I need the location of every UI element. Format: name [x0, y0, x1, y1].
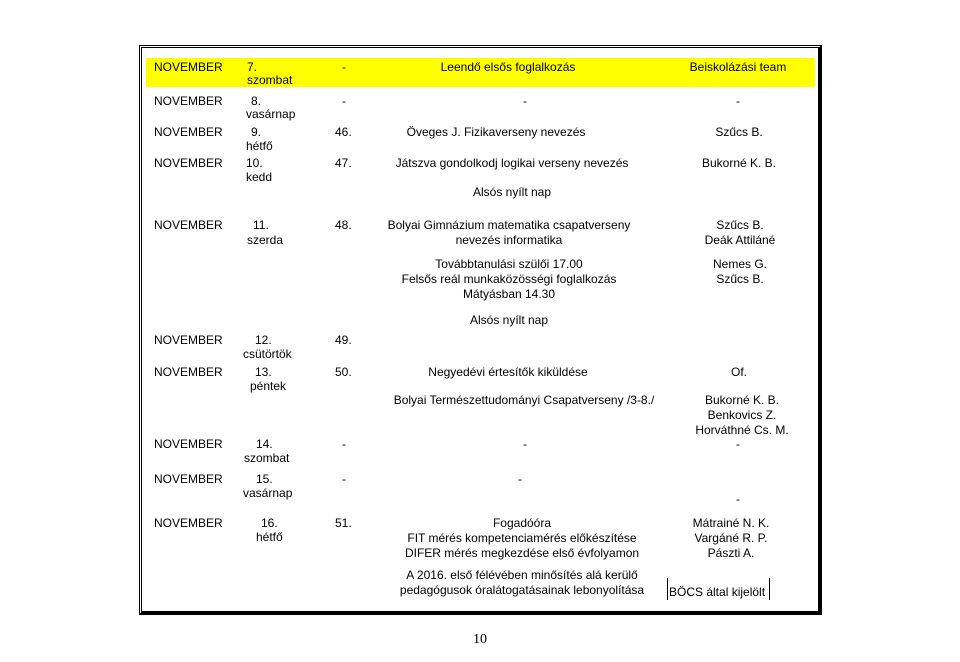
day-10: 10.: [246, 156, 263, 170]
resp-11b: Nemes G. Szűcs B.: [712, 257, 768, 286]
day-7: 7.: [247, 60, 258, 74]
month-15: NOVEMBER: [154, 472, 223, 486]
month-12: NOVEMBER: [154, 333, 223, 347]
event-13b: Bolyai Természettudományi Csapatverseny /3-8./: [393, 393, 655, 407]
weekday-7: szombat: [247, 73, 293, 87]
day-12: 12.: [255, 333, 272, 347]
event-16b: A 2016. első félévében minősítés alá kerülő pedagógusok óralátogatásainak lebonyolítása: [399, 568, 645, 597]
resp-10: Bukorné K. B.: [701, 156, 777, 170]
event-10b: Alsós nyílt nap: [472, 185, 552, 199]
num-10: 47.: [335, 156, 352, 170]
resp-16: Mátrainé N. K. Vargáné R. P. Pászti A.: [692, 516, 770, 560]
event-10: Játszva gondolkodj logikai verseny nevezés: [395, 156, 629, 170]
resp-11: Szűcs B. Deák Attiláné: [704, 218, 776, 247]
month-9: NOVEMBER: [154, 125, 223, 139]
month-16: NOVEMBER: [154, 516, 223, 530]
num-16: 51.: [335, 516, 352, 530]
weekday-9: hétfő: [246, 139, 273, 153]
month-10: NOVEMBER: [154, 156, 223, 170]
resp-15: -: [736, 492, 740, 506]
resp-8: -: [736, 94, 740, 108]
weekday-13: péntek: [250, 379, 287, 393]
event-8: -: [523, 94, 527, 108]
num-8: -: [342, 94, 346, 108]
event-13: Negyedévi értesítők kiküldése: [428, 365, 588, 379]
month-14: NOVEMBER: [154, 437, 223, 451]
month-7: NOVEMBER: [154, 60, 223, 74]
resp-13: Of.: [730, 365, 748, 379]
event-14: -: [523, 437, 527, 451]
page-number: 10: [473, 632, 487, 647]
weekday-14: szombat: [244, 451, 290, 465]
resp-13b: Bukorné K. B. Benkovics Z. Horváthné Cs. M.: [695, 393, 789, 437]
event-11: Bolyai Gimnázium matematika csapatverseny nevezés informatika: [387, 218, 631, 247]
num-15: -: [342, 472, 346, 486]
num-7: -: [342, 60, 346, 74]
month-13: NOVEMBER: [154, 365, 223, 379]
event-15: -: [518, 472, 522, 486]
month-11: NOVEMBER: [154, 218, 223, 232]
day-9: 9.: [251, 125, 262, 139]
num-11: 48.: [335, 218, 352, 232]
resp-7: Beiskolázási team: [689, 60, 787, 74]
day-14: 14.: [256, 437, 273, 451]
day-13: 13.: [255, 365, 272, 379]
event-11c: Alsós nyílt nap: [469, 313, 549, 327]
weekday-15: vasárnap: [243, 486, 293, 500]
resp-9: Szűcs B.: [715, 125, 763, 139]
day-15: 15.: [256, 472, 273, 486]
num-9: 46.: [335, 125, 352, 139]
resp-16b: BÖCS által kijelölt: [669, 585, 766, 599]
num-12: 49.: [335, 333, 352, 347]
event-7: Leendő elsős foglalkozás: [440, 60, 576, 74]
day-11: 11.: [253, 218, 269, 232]
weekday-12: csütörtök: [243, 347, 292, 361]
num-14: -: [342, 437, 346, 451]
month-8: NOVEMBER: [154, 94, 223, 108]
event-16: Fogadóóra FIT mérés kompetenciamérés előkészítése DIFER mérés megkezdése első évfolyamon: [404, 516, 640, 560]
weekday-8: vasárnap: [246, 107, 296, 121]
weekday-16: hétfő: [256, 530, 283, 544]
day-8: 8.: [251, 94, 262, 108]
num-13: 50.: [335, 365, 352, 379]
event-9: Öveges J. Fizikaverseny nevezés: [406, 125, 586, 139]
weekday-10: kedd: [246, 170, 273, 184]
day-16: 16.: [261, 516, 278, 530]
weekday-11: szerda: [247, 233, 284, 247]
event-11b: Továbbtanulási szülői 17.00 Felsős reál munkaközösségi foglalkozás Mátyásban 14.30: [401, 257, 617, 301]
resp-14: -: [736, 437, 740, 451]
